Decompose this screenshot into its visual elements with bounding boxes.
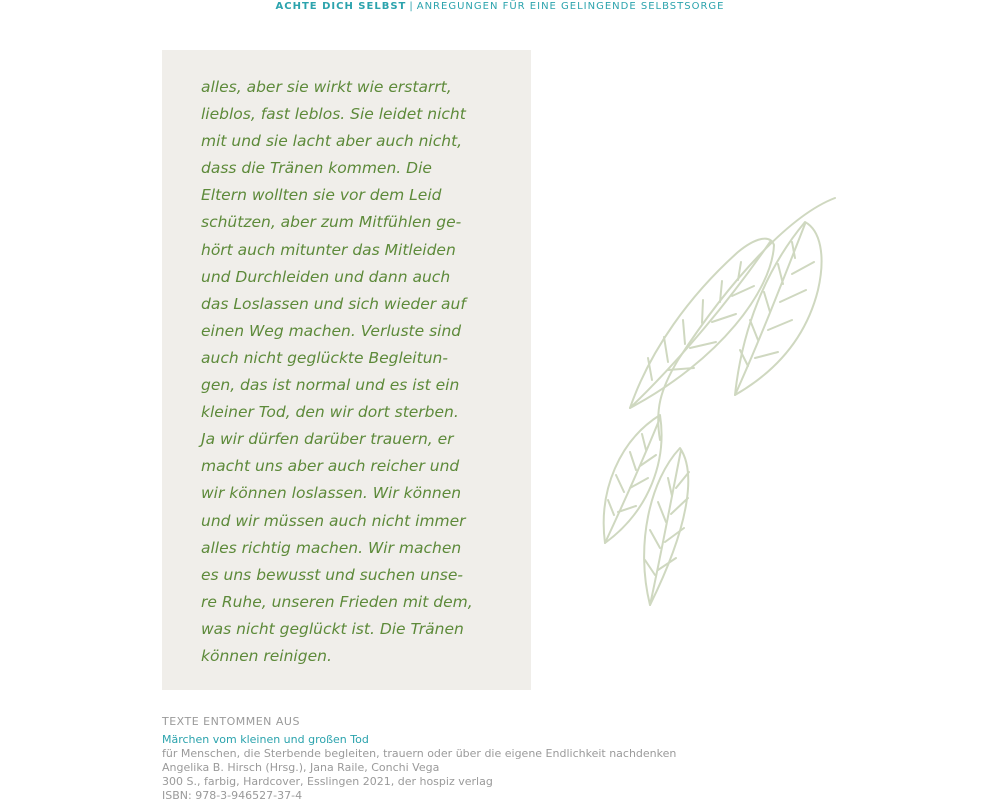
header-separator: |: [409, 1, 414, 12]
quote-line: einen Weg machen. Verluste sind: [201, 321, 462, 340]
header-subtitle: ANREGUNGEN FÜR EINE GELINGENDE SELBSTSORGE: [416, 1, 725, 12]
quote-line: mit und sie lacht aber auch nicht,: [201, 132, 463, 151]
quote-line: das Loslassen und sich wieder auf: [201, 294, 466, 313]
running-header: [0, 1, 1000, 12]
quote-line: schützen, aber zum Mitfühlen ge-: [201, 213, 462, 232]
quote-box: [162, 50, 531, 690]
quote-line: Eltern wollten sie vor dem Leid: [201, 186, 442, 205]
quote-text: [201, 74, 473, 670]
quote-line: re Ruhe, unseren Frieden mit dem,: [201, 592, 473, 611]
source-book-title: Märchen vom kleinen und großen Tod: [162, 733, 369, 746]
quote-line: auch nicht geglückte Begleitun-: [201, 348, 448, 367]
quote-line: Ja wir dürfen darüber trauern, er: [201, 430, 454, 449]
source-citation: [162, 715, 676, 803]
quote-line: kleiner Tod, den wir dort sterben.: [201, 403, 459, 422]
quote-line: gen, das ist normal und es ist ein: [201, 376, 460, 395]
source-authors: Angelika B. Hirsch (Hrsg.), Jana Raile, Conchi Vega: [162, 761, 440, 774]
quote-line: und Durchleiden und dann auch: [201, 267, 451, 286]
quote-line: es uns bewusst und suchen unse-: [201, 565, 464, 584]
quote-line: alles richtig machen. Wir machen: [201, 538, 462, 557]
source-isbn: ISBN: 978-3-946527-37-4: [162, 789, 303, 802]
quote-line: macht uns aber auch reicher und: [201, 457, 460, 476]
quote-line: wir können loslassen. Wir können: [201, 484, 462, 503]
quote-line: hört auch mitunter das Mitleiden: [201, 240, 456, 259]
quote-line: lieblos, fast leblos. Sie leidet nicht: [201, 105, 466, 124]
quote-line: und wir müssen auch nicht immer: [201, 511, 466, 530]
header-section: ACHTE DICH SELBST: [275, 1, 407, 12]
quote-line: dass die Tränen kommen. Die: [201, 159, 432, 178]
quote-line: können reinigen.: [201, 646, 332, 665]
leaf-vein: [605, 418, 660, 543]
quote-line: was nicht geglückt ist. Die Tränen: [201, 619, 464, 638]
source-label: TEXTE ENTOMMEN AUS: [162, 715, 300, 728]
source-book-subtitle: für Menschen, die Sterbende begleiten, trauern oder über die eigene Endlichkeit nachdenken: [162, 747, 677, 760]
source-details: 300 S., farbig, Hardcover, Esslingen 2021, der hospiz verlag: [162, 775, 493, 788]
quote-line: alles, aber sie wirkt wie erstarrt,: [201, 78, 452, 96]
leaves-branch-icon: [585, 185, 845, 615]
